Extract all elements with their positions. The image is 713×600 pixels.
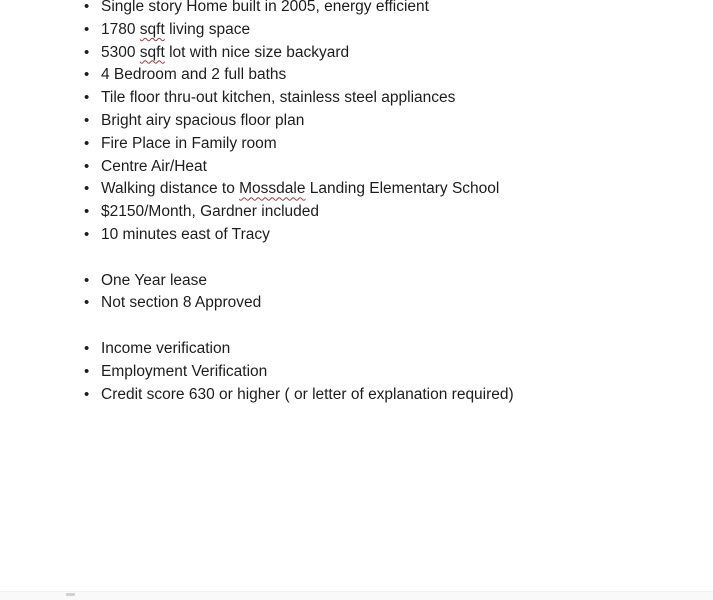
list-item <box>0 87 713 110</box>
bottom-bar <box>0 591 713 600</box>
list-item-text: 1780 <box>101 20 140 38</box>
list-item <box>0 338 713 361</box>
misspelled-word: Mossdale <box>239 180 306 198</box>
list-item <box>0 270 713 293</box>
list-item <box>0 64 713 87</box>
list-item-text: living space <box>164 20 251 38</box>
bullet-icon: • <box>84 66 90 84</box>
list-item-text: Single story Home built in 2005, energy efficient <box>101 0 429 15</box>
bullet-icon: • <box>84 385 90 403</box>
bullet-group-property-details <box>0 0 713 247</box>
bullet-icon: • <box>84 20 90 38</box>
list-item-text: lot with nice size backyard <box>164 43 350 61</box>
bullet-icon: • <box>84 225 90 243</box>
bullet-icon: • <box>84 294 90 312</box>
bullet-icon: • <box>84 362 90 380</box>
bullet-icon: • <box>84 111 90 129</box>
list-item <box>0 0 713 19</box>
list-item-text: One Year lease <box>101 271 208 289</box>
bullet-icon: • <box>84 157 90 175</box>
list-item-text: Fire Place in Family room <box>101 134 277 152</box>
list-item <box>0 224 713 247</box>
list-item <box>0 133 713 156</box>
misspelled-word: sqft <box>139 43 165 61</box>
bullet-icon: • <box>84 43 90 61</box>
list-item-text: 5300 <box>101 43 140 61</box>
bullet-group-applicant-requirements <box>0 338 713 406</box>
bullet-icon: • <box>84 271 90 289</box>
list-item <box>0 292 713 315</box>
bullet-icon: • <box>84 339 90 357</box>
bottom-bar-mark <box>66 593 75 596</box>
list-item-text: Landing Elementary School <box>305 180 500 198</box>
list-item-text: Not section 8 Approved <box>101 294 262 312</box>
list-item-text: Bright airy spacious floor plan <box>101 111 305 129</box>
bullet-icon: • <box>84 203 90 221</box>
list-item <box>0 110 713 133</box>
list-item <box>0 201 713 224</box>
list-item-text: Employment Verification <box>101 362 268 380</box>
list-item-text: Tile floor thru-out kitchen, stainless steel appliances <box>101 89 456 107</box>
list-item-text: 4 Bedroom and 2 full baths <box>101 66 287 84</box>
list-item-text: Walking distance to <box>101 180 240 198</box>
list-item <box>0 178 713 201</box>
list-item-text: Income verification <box>101 339 231 357</box>
bullet-icon: • <box>84 89 90 107</box>
list-item <box>0 156 713 179</box>
list-item-text: Centre Air/Heat <box>101 157 207 175</box>
list-item <box>0 384 713 407</box>
list-item <box>0 361 713 384</box>
bullet-icon: • <box>84 134 90 152</box>
list-item-text: 10 minutes east of Tracy <box>101 225 270 243</box>
list-item-text: Credit score 630 or higher ( or letter of explanation required) <box>101 385 514 403</box>
list-item <box>0 42 713 65</box>
list-item <box>0 19 713 42</box>
list-item-text: $2150/Month, Gardner included <box>101 203 320 221</box>
misspelled-word: sqft <box>139 20 165 38</box>
bullet-icon: • <box>84 0 90 15</box>
bullet-group-lease-terms <box>0 270 713 316</box>
bullet-icon: • <box>84 180 90 198</box>
